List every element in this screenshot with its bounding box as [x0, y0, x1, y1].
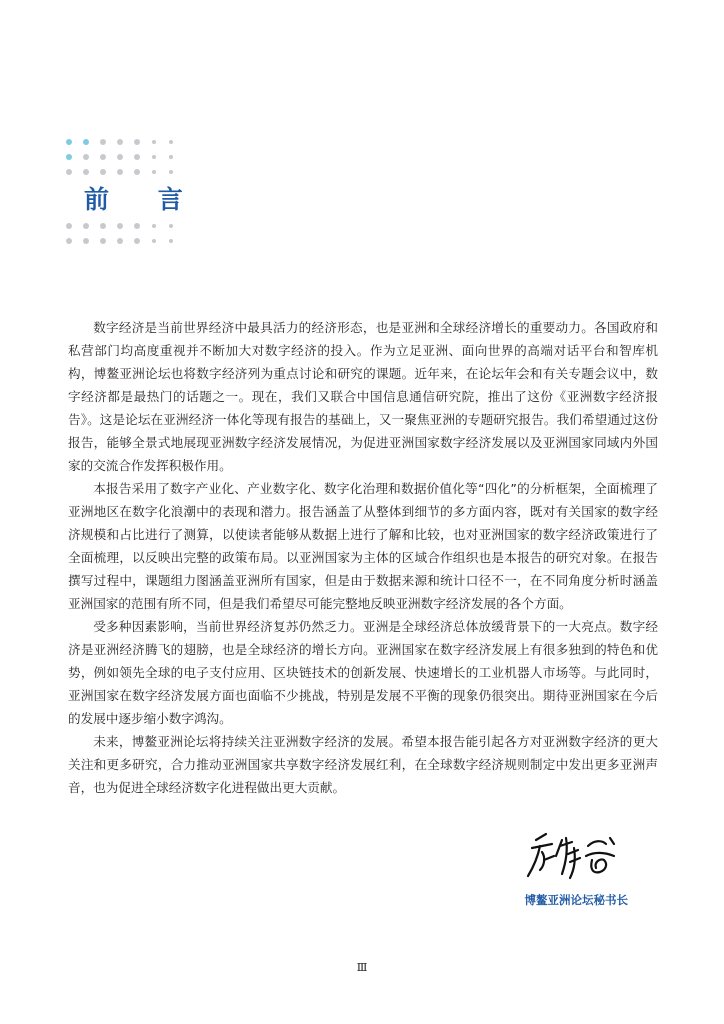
paragraph: 受多种因素影响，当前世界经济复苏仍然乏力。亚洲是全球经济总体放缓背景下的一大亮点。数字经济是亚洲经济腾飞的翅膀，也是全球经济的增长方向。亚洲国家在数字经济发展上有很多独到的特色和优势，例如领先全球的电子支付应用、区块链技术的创新发展、快速增长的工业机器人市场等。与此同时，亚洲国家在数字经济发展方面也面临不少挑战，特别是发展不平衡的现象仍很突出。期待亚洲国家在今后的发展中逐步缩小数字鸿沟。 — [68, 619, 658, 726]
paragraph: 本报告采用了数字产业化、产业数字化、数字化治理和数据价值化等“四化”的分析框架，全面梳理了亚洲地区在数字化浪潮中的表现和潜力。报告涵盖了从整体到细节的多方面内容，既对有关国家的数字经济规模和占比进行了测算，以使读者能够从数据上进行了解和比较，也对亚洲国家的数字经济政策进行了全面梳理，以反映出完整的政策布局。以亚洲国家为主体的区域合作组织也是本报告的研究对象。在报告撰写过程中，课题组力图涵盖亚洲所有国家，但是由于数据来源和统计口径不一，在不同角度分析时涵盖亚洲国家的范围有所不同，但是我们希望尽可能完整地反映亚洲数字经济发展的各个方面。 — [68, 481, 658, 611]
decorative-dot-grid — [66, 134, 185, 179]
signer-title: 博鳌亚洲论坛秘书长 — [524, 893, 628, 907]
decorative-dot-grid-bottom — [66, 218, 185, 248]
preface-body — [68, 316, 658, 799]
dot-row — [66, 233, 185, 248]
dot-row — [66, 134, 185, 149]
paragraph: 数字经济是当前世界经济中最具活力的经济形态，也是亚洲和全球经济增长的重要动力。各国政府和私营部门均高度重视并不断加大对数字经济的投入。作为立足亚洲、面向世界的高端对话平台和智库机构，博鳌亚洲论坛也将数字经济列为重点讨论和研究的课题。近年来，在论坛年会和有关专题会议中，数字经济都是最热门的话题之一。现在，我们又联合中国信息通信研究院，推出了这份《亚洲数字经济报告》。这是论坛在亚洲经济一体化等现有报告的基础上，又一聚焦亚洲的专题研究报告。我们希望通过这份报告，能够全景式地展现亚洲数字经济发展情况，为促进亚洲国家数字经济发展以及亚洲国家同域内外国家的交流合作发挥积极作用。 — [68, 320, 658, 473]
paragraph: 未来，博鳌亚洲论坛将持续关注亚洲数字经济的发展。希望本报告能引起各方对亚洲数字经济的更大关注和更多研究，合力推动亚洲国家共享数字经济发展红利，在全球数字经济规则制定中发出更多亚洲声音，也为促进全球经济数字化进程做出更大贡献。 — [68, 734, 658, 795]
handwritten-signature — [522, 826, 622, 884]
dot-row — [66, 218, 185, 233]
page-title: 前 言 — [84, 185, 203, 214]
dot-row — [66, 149, 185, 164]
page-number: Ⅲ — [356, 961, 368, 974]
dot-row — [66, 164, 185, 179]
